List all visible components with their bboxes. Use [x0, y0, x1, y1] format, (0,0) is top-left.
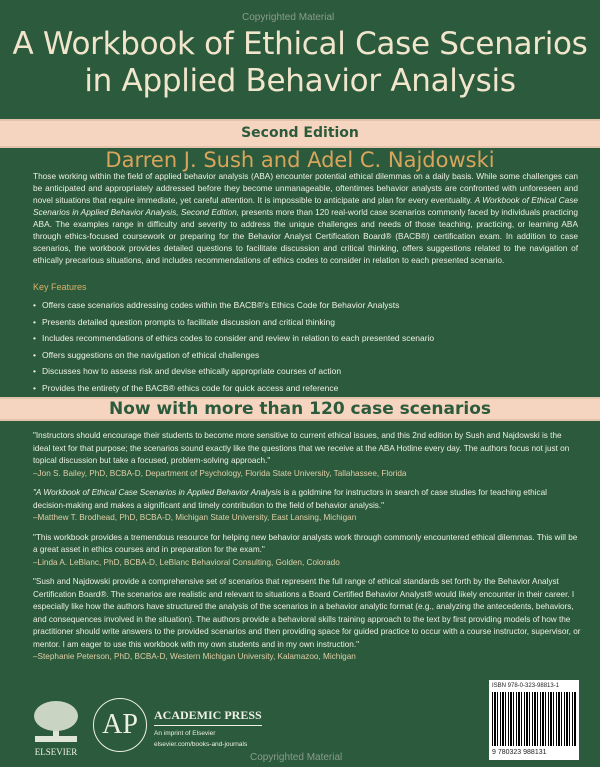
- feature-item: • Offers case scenarios addressing codes within the BACB®'s Ethics Code for Behavior Analysts: [33, 297, 434, 314]
- barcode-digits: 9 780323 988131: [492, 749, 547, 756]
- endorsement: [33, 487, 581, 525]
- edition-band: [0, 119, 600, 148]
- quote-affiliation: Department of Psychology, Florida State University, Tallahassee, Florida: [142, 468, 407, 478]
- description-text: Those working within the field of applied behavior analysis (ABA) encounter potential ethical dilemmas on a daily basis. While some challenges can be anticipated and appropriately addressed before they become unmanageable, oftentimes behavior analysts are confronted with unforeseen and novel situations that require immediate, yet careful attention. It is impossible to anticipate and plan for every eventuality.: [33, 171, 578, 205]
- elsevier-wordmark: ELSEVIER: [34, 747, 78, 757]
- feature-item: • Offers suggestions on the navigation of ethical challenges: [33, 347, 434, 364]
- title-line-1: A Workbook of Ethical Case Scenarios: [12, 26, 588, 62]
- quote-affiliation: LeBlanc Behavioral Consulting, Golden, Colorado: [157, 557, 340, 567]
- quote-text: is a goldmine for instructors in search of case studies for teaching ethical decision-making and makes a significant and timely contribution to the field of behavior analysis.": [33, 488, 547, 510]
- feature-item: • Provides the entirety of the BACB® ethics code for quick access and reference: [33, 380, 434, 397]
- quote-affiliation: Michigan State University, East Lansing, Michigan: [173, 513, 357, 522]
- quote-book-title: "A Workbook of Ethical Case Scenarios in Applied Behavior Analysis: [33, 488, 282, 497]
- elsevier-tree-icon: [33, 700, 79, 742]
- title-line-2: in Applied Behavior Analysis: [84, 63, 516, 99]
- isbn-text: ISBN 978-0-323-98813-1: [492, 683, 560, 689]
- description-text: presents more than 120 real-world case scenarios commonly faced by individuals practicing ABA. The examples range in difficulty and severity to address the unique challenges and needs of those teaching, practicing, or learning ABA through ethics-focused coursework or preparing for the Behavior Analyst Certification Board® (BACB®) certification exam. In addition to case scenarios, the workbook provides detailed questions to facilitate discussion and critical thinking, offers suggestions related to the navigation of ethically precarious situations, and includes recommendations of ethics codes to consider in relation to each presented scenario.: [33, 207, 578, 265]
- quote-affiliation: Western Michigan University, Kalamazoo, Michigan: [167, 652, 356, 661]
- endorsement: [33, 576, 581, 664]
- publisher-url[interactable]: elsevier.com/books-and-journals: [154, 741, 248, 748]
- key-features-heading: Key Features: [33, 282, 87, 292]
- quote-author: –Stephanie Peterson, PhD, BCBA-D,: [33, 652, 168, 661]
- publisher-name: ACADEMIC PRESS: [154, 708, 262, 726]
- academic-press-logo: AP: [93, 698, 147, 752]
- quote-text: "Instructors should encourage their students to become more sensitive to current ethical issues, and this 2nd edition by Sush and Najdowski is the ideal text for that purpose; the scenarios sound exactly like the questions that we receive at the ABA Hotline every day. The authors focus not just on topical discussion but take a focused, problem-solving approach.": [33, 431, 570, 465]
- quote-text: "This workbook provides a tremendous resource for helping new behavior analysts work through commonly encountered ethical dilemmas. This will be a great asset in ethics courses and in preparation for the exam.": [33, 532, 578, 554]
- banner: [0, 397, 600, 421]
- description: [33, 170, 578, 266]
- quote-author: –Linda A. LeBlanc, PhD, BCBA-D,: [33, 557, 158, 567]
- feature-item: • Discusses how to assess risk and devise ethically appropriate courses of action: [33, 363, 434, 380]
- barcode-bars: [492, 692, 576, 746]
- endorsements: [33, 430, 581, 671]
- publisher-imprint: An imprint of Elsevier: [154, 730, 216, 737]
- feature-item: • Includes recommendations of ethics codes to consider and review in relation to each presented scenario: [33, 330, 434, 347]
- elsevier-logo: [33, 700, 79, 757]
- endorsement: [33, 430, 581, 480]
- key-features-list: [33, 297, 434, 396]
- quote-text: "Sush and Najdowski provide a comprehensive set of scenarios that represent the full range of ethical standards set forth by the Behavior Analyst Certification Board®. The scenarios are realistic and relevant to situations a Board Certified Behavior Analyst® would likely encounter in their career. I especially like how the authors have structured the analysis of the scenarios in a behavior analytic format (e.g., analyzing the antecedents, behaviors, and consequences involved in the situation). The authors provide a behavioral skills training approach to the text by first providing models of how the practitioner should write answers to the provided scenarios and then providing space for guided practice to occur with a course instructor, supervisor, or mentor. I am eager to use this workbook with my own students and in my own instruction.": [33, 577, 581, 649]
- edition: Second Edition: [241, 125, 359, 141]
- watermark: Copyrighted Material: [242, 12, 335, 23]
- isbn-barcode: [489, 680, 579, 760]
- authors: Darren J. Sush and Adel C. Najdowski: [105, 148, 495, 172]
- quote-author: –Jon S. Bailey, PhD, BCBA-D,: [33, 468, 143, 478]
- feature-item: • Presents detailed question prompts to facilitate discussion and critical thinking: [33, 314, 434, 331]
- watermark: Copyrighted Material: [250, 752, 343, 763]
- banner-text: Now with more than 120 case scenarios: [109, 399, 491, 419]
- description-book-title: A Workbook of Ethical Case Scenarios in Applied Behavior Analysis, Second Edition,: [33, 195, 578, 217]
- quote-author: –Matthew T. Brodhead, PhD, BCBA-D,: [33, 513, 174, 522]
- endorsement: [33, 532, 581, 570]
